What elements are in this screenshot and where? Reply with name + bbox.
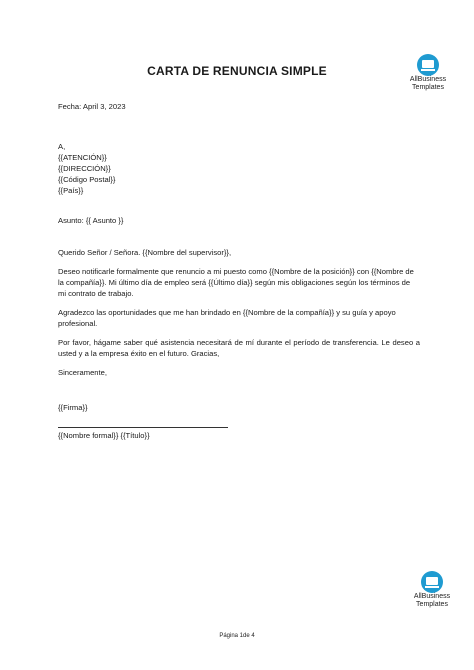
greeting: Querido Señor / Señora. {{Nombre del supervisor}}, (58, 248, 232, 257)
subject-line: Asunto: {{ Asunto }} (58, 216, 124, 225)
body-paragraph: Por favor, hágame saber qué asistencia necesitará de mí durante el período de transferencia. Le deseo a usted y a la empresa éxito en el futuro. Gracias, (58, 338, 420, 358)
logo-line1: AllBusiness (413, 593, 451, 600)
body-paragraph: Deseo notificarle formalmente que renuncio a mi puesto como {{Nombre de la posición}} con {{Nombre de la compañía}}. Mi último día de empleo será {{Último día}} según mis obligaciones según los términos de mi contrato de trabajo. (58, 267, 414, 298)
laptop-icon (421, 571, 443, 593)
body-paragraph: Agradezco las oportunidades que me han brindado en {{Nombre de la compañía}} y su guía y apoyo profesional. (58, 308, 396, 328)
address-line: {{ATENCIÓN}} (58, 153, 107, 162)
date-line: Fecha: April 3, 2023 (58, 102, 126, 111)
allbusiness-logo-bottom (402, 571, 462, 609)
logo-line2: Templates (412, 84, 444, 91)
signature-placeholder: {{Firma}} (58, 403, 88, 412)
logo-line1: AllBusiness (409, 76, 447, 83)
address-line: {{DIRECCIÓN}} (58, 164, 111, 173)
address-line: {{Código Postal}} (58, 175, 116, 184)
address-line: {{País}} (58, 186, 84, 195)
signature-line (58, 427, 228, 428)
address-line: A, (58, 142, 66, 151)
page-number: Página 1de 4 (219, 633, 255, 639)
signature-name: {{Nombre formal}} {{Título}} (58, 431, 150, 440)
closing: Sinceramente, (58, 368, 107, 377)
logo-line2: Templates (416, 601, 448, 608)
document-title: CARTA DE RENUNCIA SIMPLE (147, 64, 327, 78)
